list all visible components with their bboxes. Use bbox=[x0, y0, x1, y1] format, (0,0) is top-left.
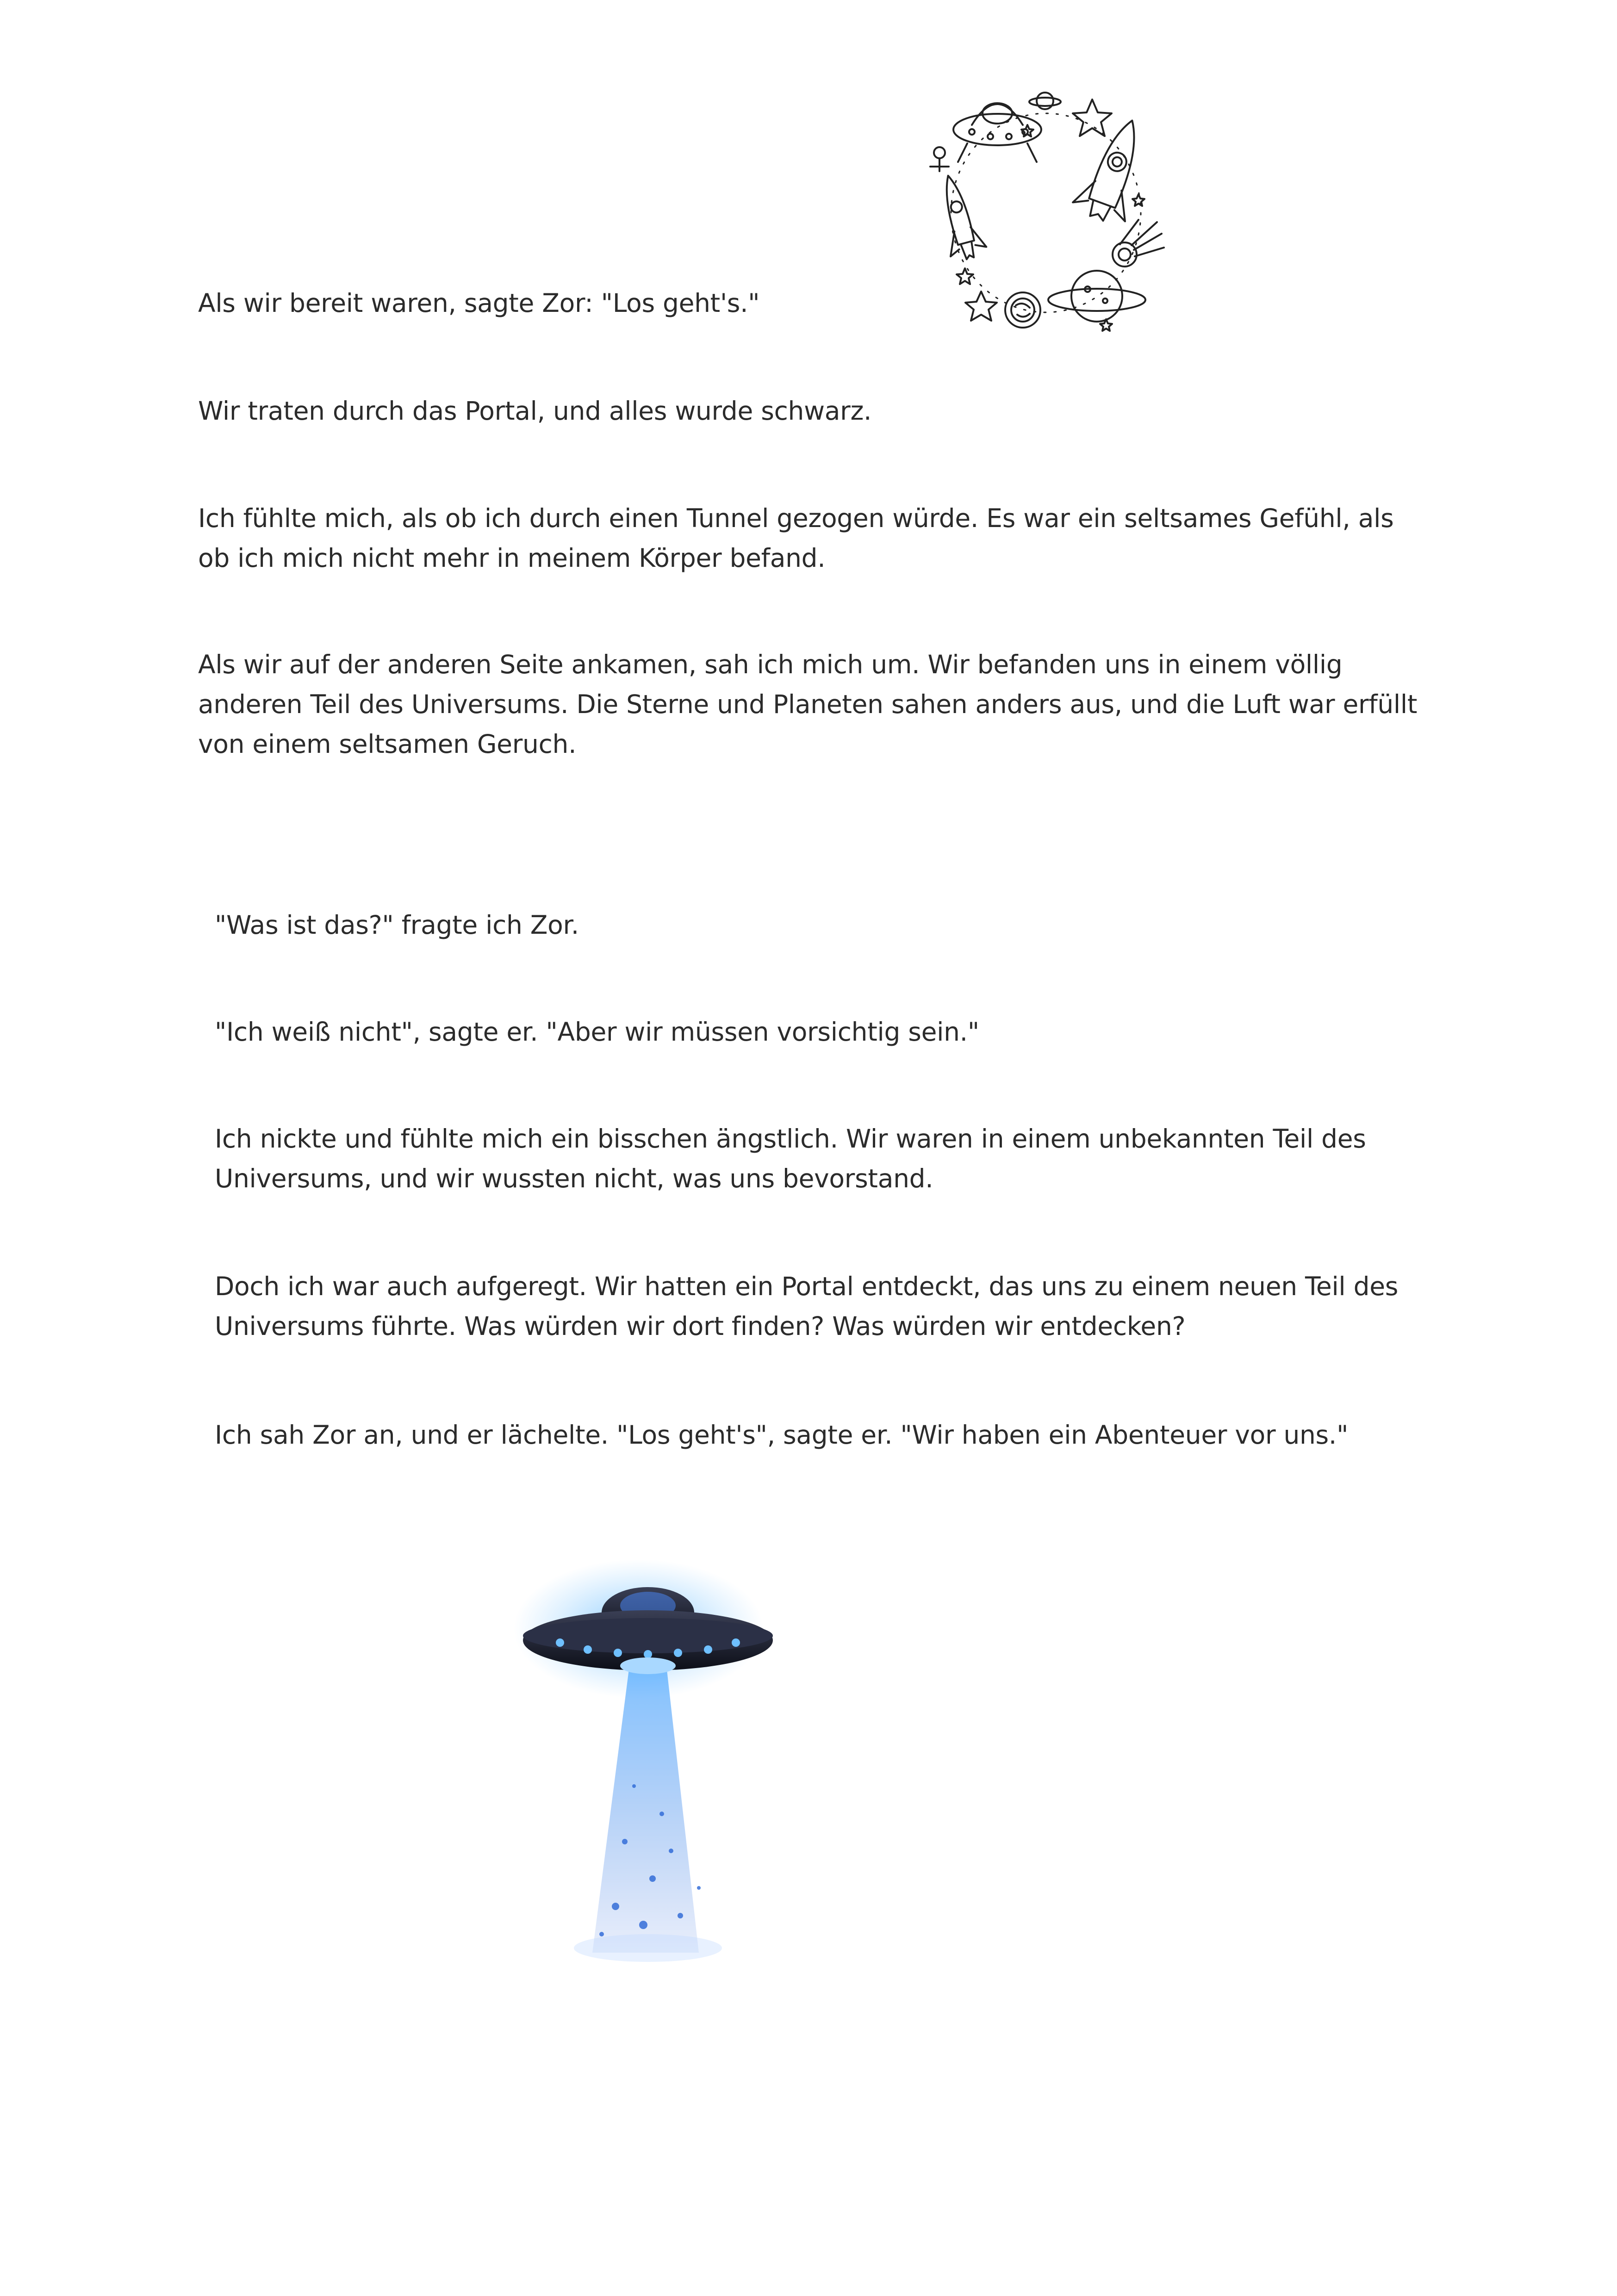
story-paragraph: Als wir auf der anderen Seite ankamen, sah ich mich um. Wir befanden uns in einem völlig anderen Teil des Universums. Die Sterne und Planeten sahen anders aus, und die Luft war erfüllt von einem seltsamen Geruch. bbox=[198, 650, 1425, 759]
story-paragraph: Als wir bereit waren, sagte Zor: "Los geht's." bbox=[198, 288, 760, 318]
story-paragraph: Ich nickte und fühlte mich ein bisschen ängstlich. Wir waren in einem unbekannten Teil des Universums, und wir wussten nicht, was uns bevorstand. bbox=[215, 1124, 1374, 1193]
story-paragraph: Ich sah Zor an, und er lächelte. "Los geht's", sagte er. "Wir haben ein Abenteuer vor uns." bbox=[215, 1420, 1349, 1450]
story-paragraph: "Was ist das?" fragte ich Zor. bbox=[215, 910, 579, 940]
ufo-beam-icon bbox=[514, 1555, 791, 1980]
story-paragraph: Ich fühlte mich, als ob ich durch einen Tunnel gezogen würde. Es war ein seltsames Gefühl, als ob ich mich nicht mehr in meinem Körper befand. bbox=[198, 503, 1402, 573]
story-paragraph: Wir traten durch das Portal, und alles wurde schwarz. bbox=[198, 396, 872, 426]
story-paragraph: Doch ich war auch aufgeregt. Wir hatten ein Portal entdeckt, das uns zu einem neuen Teil des Universums führte. Was würden wir dort finden? Was würden wir entdecken? bbox=[215, 1272, 1406, 1341]
space-doodle-frame-icon bbox=[921, 74, 1180, 342]
story-paragraph: "Ich weiß nicht", sagte er. "Aber wir müssen vorsichtig sein." bbox=[215, 1017, 979, 1047]
